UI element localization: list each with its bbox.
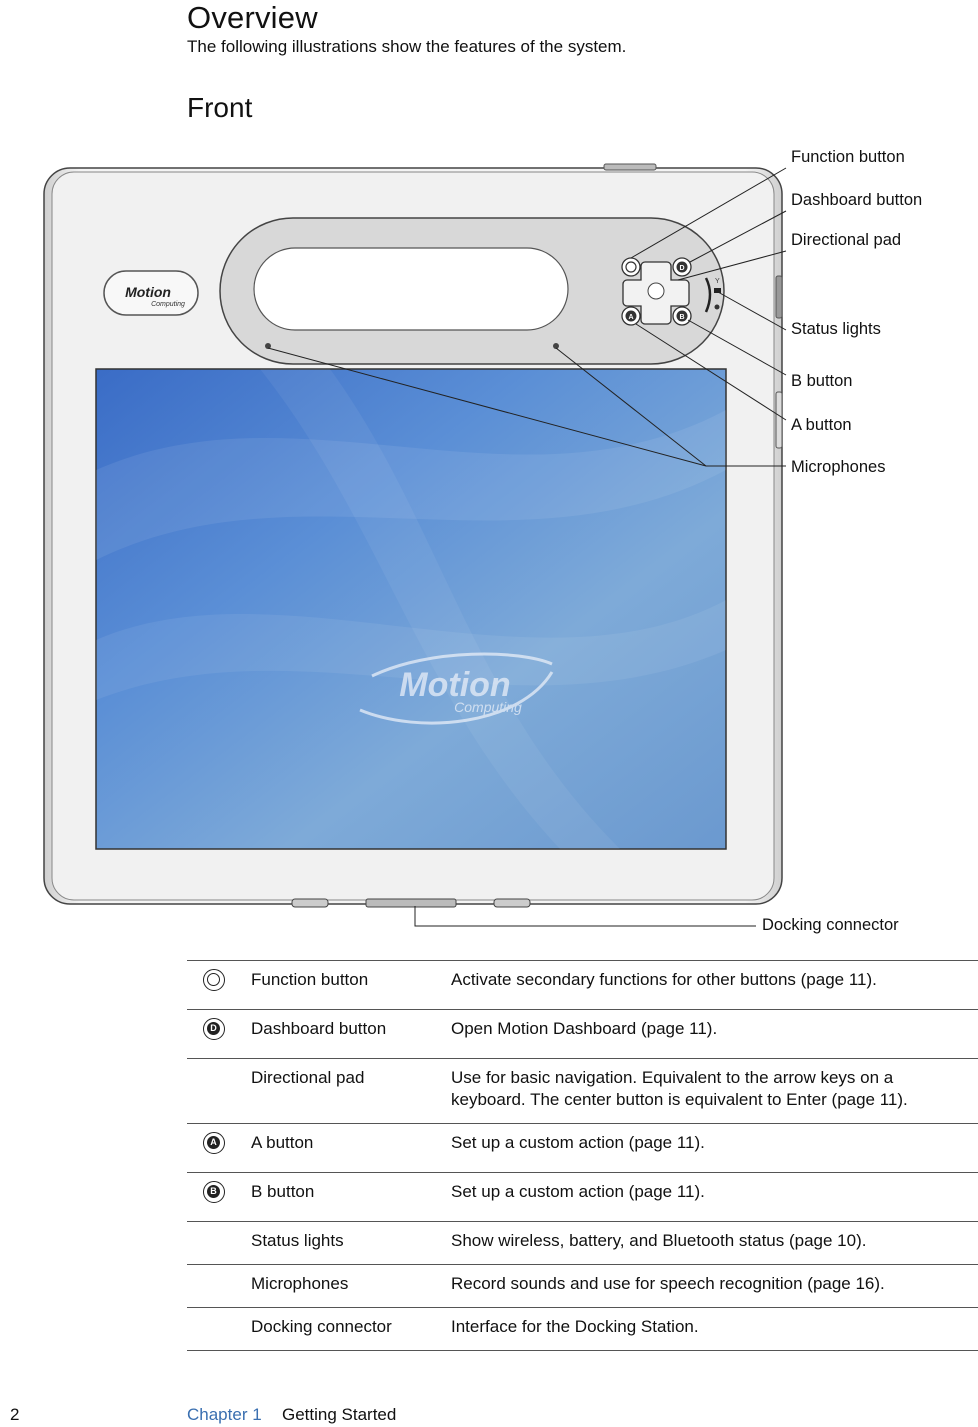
feature-name: A button [251,1133,314,1152]
feature-name: Docking connector [251,1317,392,1336]
table-row [187,1308,978,1351]
intro-text: The following illustrations show the features of the system. [187,37,627,56]
a-button-icon: A [203,1132,225,1154]
feature-description: Set up a custom action (page 11). [451,1133,705,1152]
b-button-icon: B [203,1181,225,1203]
screen [96,369,726,849]
b-button[interactable] [673,307,691,325]
page-number: 2 [10,1405,20,1424]
tablet-front-figure [0,140,978,940]
feature-description: Interface for the Docking Station. [451,1317,699,1336]
callout-directional-pad: Directional pad [791,231,902,249]
feature-name: Status lights [251,1231,344,1250]
table-row [187,1222,978,1265]
feature-name: Function button [251,970,369,989]
b-button-letter: B [679,314,685,321]
feature-description: Record sounds and use for speech recognition (page 16). [451,1274,885,1293]
feature-description: Set up a custom action (page 11). [451,1182,705,1201]
table-row [187,1265,978,1308]
feature-description: Open Motion Dashboard (page 11). [451,1019,718,1038]
callout-status-lights: Status lights [791,320,881,338]
function-button[interactable] [622,258,640,276]
feature-name: Dashboard button [251,1019,387,1038]
table-row [187,961,978,1010]
callout-docking-connector: Docking connector [762,916,899,934]
bezel-logo-sub: Computing [151,301,185,308]
function-button-icon [203,969,225,991]
callout-microphones: Microphones [791,458,886,476]
dashboard-button-letter: D [679,265,685,272]
control-panel [220,218,724,364]
table-row [187,1059,978,1124]
feature-description: Use for basic navigation. Equivalent to the arrow keys on a keyboard. The center button is equivalent to Enter (page 11). [451,1068,908,1109]
svg-text:Y: Y [715,278,720,285]
chapter-title: Getting Started [282,1405,397,1424]
section-title: Front [187,92,253,123]
bezel-motion-logo [104,271,198,315]
screen-logo-main: Motion [399,666,511,704]
dashboard-button-icon: D [203,1018,225,1040]
feature-description: Activate secondary functions for other buttons (page 11). [451,970,877,989]
callout-dashboard-button: Dashboard button [791,191,923,209]
features-table [187,960,978,1351]
page-title: Overview [187,0,318,35]
screen-logo-sub: Computing [454,699,522,715]
feature-name: Directional pad [251,1068,365,1087]
feature-name: B button [251,1182,315,1201]
feature-name: Microphones [251,1274,349,1293]
a-button[interactable] [622,307,640,325]
table-row [187,1124,978,1173]
a-button-letter: A [628,314,634,321]
callout-a-button: A button [791,416,852,434]
dashboard-button[interactable] [673,258,691,276]
chapter-link[interactable]: Chapter 1 [187,1405,262,1424]
table-row [187,1173,978,1222]
feature-description: Show wireless, battery, and Bluetooth status (page 10). [451,1231,867,1250]
table-row [187,1010,978,1059]
callout-function-button: Function button [791,148,905,166]
bezel-logo-main: Motion [125,284,171,300]
callout-b-button: B button [791,372,853,390]
